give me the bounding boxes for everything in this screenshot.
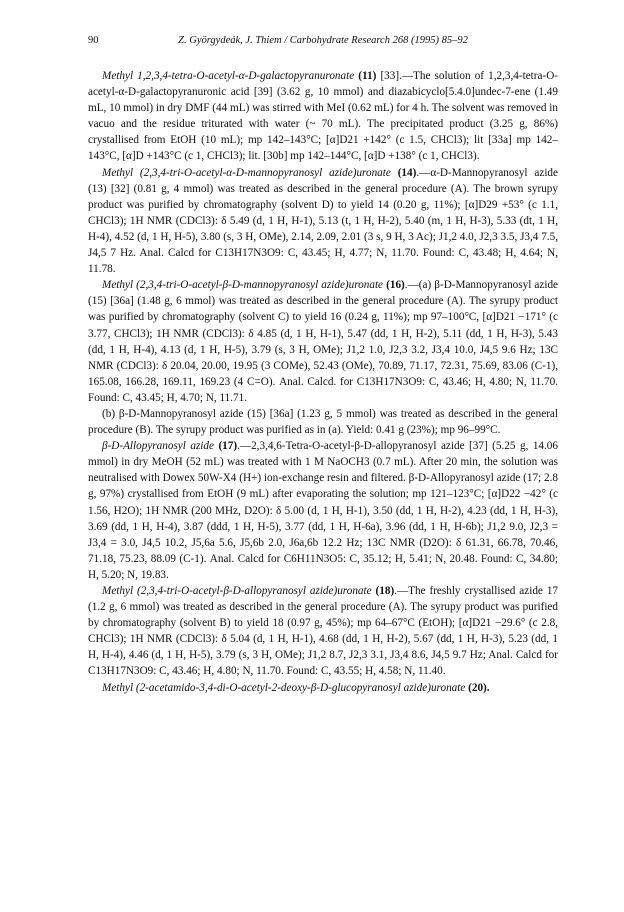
compound-title: Methyl (2,3,4-tri-O-acetyl-α-D-mannopyranosyl azide)uronate [102,166,391,179]
paragraph-compound-16 [88,277,558,406]
page-header [88,34,558,48]
paragraph-compound-16b [88,406,558,438]
compound-title: Methyl 1,2,3,4-tetra-O-acetyl-α-D-galactopyranuronate [102,70,355,82]
paragraph-text: (b) β-D-Mannopyranosyl azide (15) [36a] (1.23 g, 5 mmol) was treated as described in the general procedure (B). The syrupy product was purified as in (a). Yield: 0.41 g (23%); mp 96–99°C. [88,407,558,437]
compound-title: Methyl (2,3,4-tri-O-acetyl-β-D-allopyranosyl azide)uronate [102,585,372,597]
compound-number: (17) [218,440,238,453]
running-head: Z. Györgydeák, J. Thiem / Carbohydrate Research 268 (1995) 85–92 [178,35,468,46]
compound-title: Methyl (2-acetamido-3,4-di-O-acetyl-2-deoxy-β-D-glucopyranosyl azide)uronate [102,681,466,694]
paragraph-text: .—α-D-Mannopyranosyl azide (13) [32] (0.81 g, 4 mmol) was treated as described in the general procedure (A). The brown syrupy product was purified by chromatography (solvent D) to yield 14 (0.20 g, 11%); [α]D29 +53° (c 1.1, CHCl3); 1H NMR (CDCl3): δ 5.49 (d, 1 H, H-1), 5.13 (t, 1 H, H-2), 5.40 (m, 1 H, H-3), 5.33 (dt, 1 H, H-4), 4.52 (d, 1 H, H-5), 3.80 (s, 3 H, OMe), 2.14, 2.09, 2.01 (3 s, 9 H, 3 Ac); J1,2 4.0, J2,3 3.5, J3,4 7.5, J4,5 7 Hz. Anal. Calcd for C13H17N3O9: C, 43.45; H, 4.77; N, 11.70. Found: C, 43.48; H, 4.64; N, 11.78. [88,166,558,276]
article-body [88,68,558,696]
paragraph-compound-20 [88,680,558,696]
compound-title: β-D-Allopyranosyl azide [102,440,214,453]
page-number: 90 [88,35,99,46]
compound-title: Methyl (2,3,4-tri-O-acetyl-β-D-mannopyranosyl azide)uronate [102,279,384,292]
paragraph-compound-18 [88,583,558,680]
paragraph-compound-14 [88,165,558,278]
compound-number: (11) [358,70,377,82]
compound-number: (14) [397,166,417,179]
paragraph-text: [33].—The solution of 1,2,3,4-tetra-O-acetyl-α-D-galactopyranuronic acid [39] (3.62 g, 10 mmol) and diazabicyclo[5.4.0]undec-7-ene (1.49 mL, 10 mmol) in dry DMF (44 mL) was stirred with MeI (0.62 mL) for 4 h. The solvent was removed in vacuo and the residue triturated with water (~ 70 mL). The precipitated product (3.25 g, 86%) crystallised from EtOH (10 mL); mp 142–143°C; [α]D21 +142° (c 1.5, CHCl3); lit [33a] mp 142–143°C, [α]D +143°C (c 1, CHCl3); lit. [30b] mp 142–144°C, [α]D +138° (c 1, CHCl3). [88,70,559,163]
compound-number: (20). [468,681,490,694]
compound-number: (16) [386,279,405,292]
compound-number: (18) [375,585,395,597]
paragraph-text: .—(a) β-D-Mannopyranosyl azide (15) [36a] (1.48 g, 6 mmol) was treated as described in the general procedure (A). The syrupy product was purified by chromatography (solvent C) to yield 16 (0.24 g, 11%); mp 97–100°C, [α]D21 −171° (c 3.77, CHCl3); 1H NMR (CDCl3): δ 4.85 (d, 1 H, H-1), 5.47 (dd, 1 H, H-2), 5.11 (dd, 1 H, H-3), 5.43 (dd, 1 H, H-4), 4.13 (d, 1 H, H-5), 3.79 (s, 3 H, OMe); J1,2 1.0, J2,3 3.2, J3,4 10.0, J4,5 9.6 Hz; 13C NMR (CDCl3): δ 20.04, 20.00, 19.95 (3 COMe), 52.43 (OMe), 70.89, 71.17, 72.31, 75.69, 83.06 (C-1), 165.08, 166.28, 169.11, 169.23 (4 C=O). Anal. Calcd. for C13H17N3O9: C, 43.46; H, 4.80; N, 11.70. Found: C, 43.45; H, 4.70; N, 11.71. [88,279,559,404]
paragraph-compound-11 [88,68,558,165]
paragraph-text: .—The freshly crystallised azide 17 (1.2 g, 6 mmol) was treated as described in the general procedure (A). The syrupy product was purified by chromatography (solvent B) to yield 18 (0.97 g, 45%); mp 64–67°C (EtOH); [α]D21 −29.6° (c 2.8, CHCl3); 1H NMR (CDCl3): δ 5.04 (d, 1 H, H-1), 4.68 (dd, 1 H, H-2), 5.67 (dd, 1 H, H-3), 5.23 (dd, 1 H, H-4), 4.46 (d, 1 H, H-5), 3.79 (s, 3 H, OMe); J1,2 8.7, J2,3 3.1, J3,4 8.6, J4,5 9.7 Hz; Anal. Calcd for C13H17N3O9: C, 43.46; H, 4.80; N, 11.70. Found: C, 43.55; H, 4.58; N, 11.40. [88,585,559,678]
paragraph-text: .—2,3,4,6-Tetra-O-acetyl-β-D-allopyranosyl azide [37] (5.25 g, 14.06 mmol) in dry MeOH (52 mL) was treated with 1 M NaOCH3 (0.7 mL). After 20 min, the solution was neutralised with Dowex 50W-X4 (H+) ion-exchange resin and filtered. β-D-Allopyranosyl azide (17; 2.8 g, 97%) crystallised from EtOH (9 mL) after evaporating the solution; mp 121–123°C; [α]D22 −42° (c 1.56, H2O); 1H NMR (200 MHz, D2O): δ 5.00 (d, 1 H, H-1), 3.50 (dd, 1 H, H-2), 4.23 (dd, 1 H, H-3), 3.69 (dd, 1 H, H-4), 3.87 (ddd, 1 H, H-5), 3.77 (dd, 1 H, H-6a), 3.96 (dd, 1 H, H-6b); J1,2 9.0, J2,3 = J3,4 = 3.0, J4,5 10.2, J5,6a 5.6, J5,6b 2.0, J6a,6b 12.2 Hz; 13C NMR (D2O): δ 61.31, 66.78, 70.46, 71.18, 75.23, 88.09 (C-1). Anal. Calcd for C6H11N3O5: C, 35.12; H, 5.41; N, 20.48. Found: C, 34.80; H, 5.20; N, 19.83. [88,440,558,581]
paragraph-compound-17 [88,438,558,583]
